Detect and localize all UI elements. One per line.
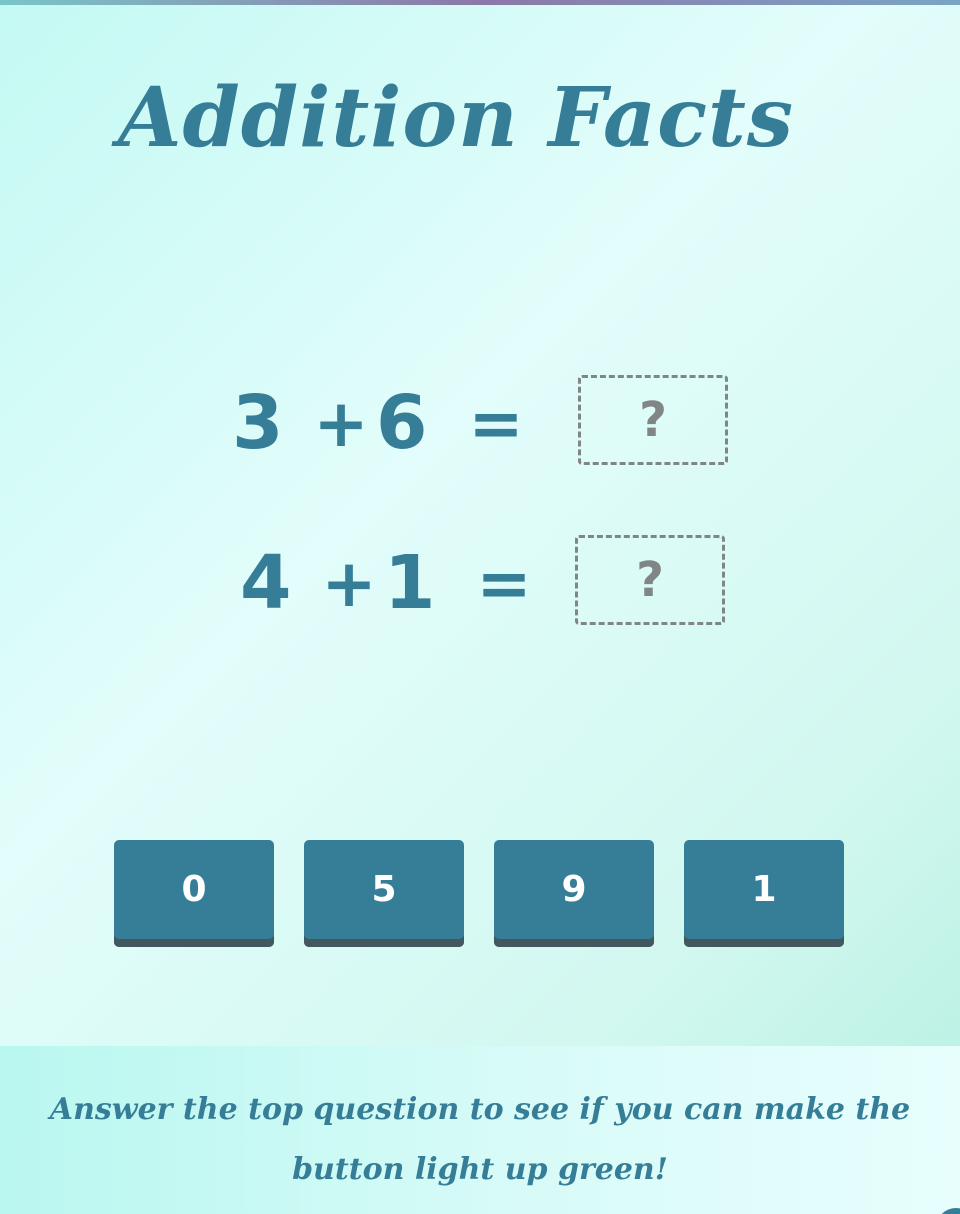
operand-b: 1 bbox=[384, 540, 436, 626]
answer-choice-button[interactable]: 5 bbox=[304, 840, 464, 947]
equals-sign: = bbox=[476, 544, 532, 622]
answer-placeholder: ? bbox=[636, 552, 664, 608]
answer-choice-button[interactable]: 1 bbox=[684, 840, 844, 947]
answer-choice-button[interactable]: 9 bbox=[494, 840, 654, 947]
operand-a: 3 bbox=[232, 380, 284, 466]
top-accent-bar bbox=[0, 0, 960, 5]
answer-drop-box-bottom[interactable] bbox=[575, 535, 725, 625]
answer-choice-button[interactable]: 0 bbox=[114, 840, 274, 947]
equation-bottom bbox=[240, 540, 564, 626]
page-title: Addition Facts bbox=[117, 70, 795, 166]
instructions-text: Answer the top question to see if you can make the button light up green! bbox=[49, 1092, 911, 1187]
answer-placeholder: ? bbox=[639, 392, 667, 448]
operand-b: 6 bbox=[376, 380, 428, 466]
plus-sign: + bbox=[321, 544, 377, 622]
equation-top bbox=[232, 380, 556, 466]
equals-sign: = bbox=[468, 384, 524, 462]
plus-sign: + bbox=[313, 384, 369, 462]
operand-a: 4 bbox=[240, 540, 292, 626]
answer-drop-box-top[interactable] bbox=[578, 375, 728, 465]
